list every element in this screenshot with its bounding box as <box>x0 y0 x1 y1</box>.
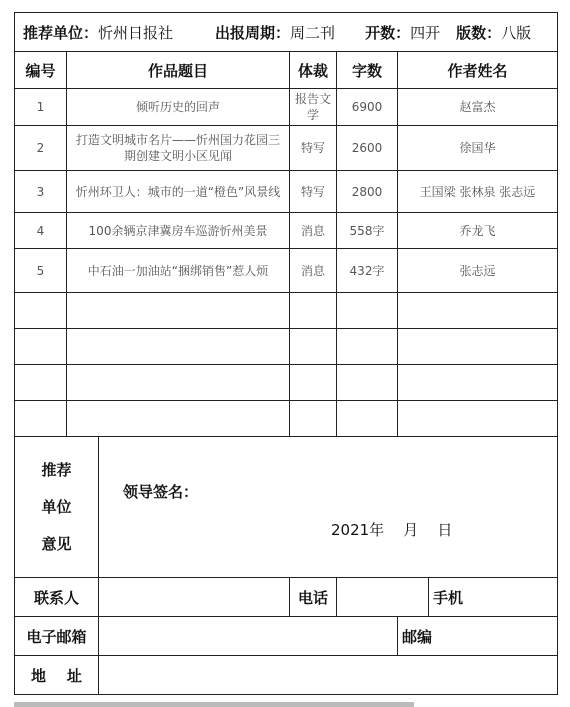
email-row <box>15 617 558 656</box>
size-value: 四开 <box>410 23 441 42</box>
opinion-row <box>15 437 558 578</box>
empty-cell[interactable] <box>398 365 558 401</box>
row-words: 432字 <box>337 249 398 293</box>
pages-value: 八版 <box>501 23 532 42</box>
row-author: 张志远 <box>398 249 558 293</box>
opinion-label <box>15 437 99 578</box>
row-genre: 消息 <box>290 249 337 293</box>
col-no: 编号 <box>15 52 67 89</box>
row-genre: 特写 <box>290 171 337 213</box>
postcode-cell <box>398 617 558 656</box>
form-table <box>14 12 558 695</box>
row-no: 5 <box>15 249 67 293</box>
leader-signature-label: 领导签名： <box>123 483 199 501</box>
col-genre: 体裁 <box>290 52 337 89</box>
size-label: 开数： <box>365 23 411 42</box>
empty-cell[interactable] <box>398 401 558 437</box>
row-no: 4 <box>15 213 67 249</box>
row-author: 赵富杰 <box>398 89 558 126</box>
row-genre: 报告文学 <box>290 89 337 126</box>
row-title: 100余辆京津冀房车巡游忻州美景 <box>67 213 290 249</box>
contact-row <box>15 578 558 617</box>
period-value: 周二刊 <box>290 23 336 42</box>
table-row <box>15 126 558 171</box>
row-words: 6900 <box>337 89 398 126</box>
row-author: 王国梁 张林泉 张志远 <box>398 171 558 213</box>
phone-field[interactable] <box>337 578 429 617</box>
empty-cell[interactable] <box>67 293 290 329</box>
recommendation-form <box>14 12 557 695</box>
row-words: 2600 <box>337 126 398 171</box>
cropped-footer-text <box>14 702 414 707</box>
empty-cell[interactable] <box>15 293 67 329</box>
empty-cell[interactable] <box>398 293 558 329</box>
table-row <box>15 213 558 249</box>
empty-cell[interactable] <box>337 401 398 437</box>
row-genre: 消息 <box>290 213 337 249</box>
empty-cell[interactable] <box>290 401 337 437</box>
col-title: 作品题目 <box>67 52 290 89</box>
opinion-label-line: 推荐 <box>41 460 72 479</box>
empty-row <box>15 293 558 329</box>
mobile-cell <box>429 578 558 617</box>
empty-cell[interactable] <box>290 293 337 329</box>
empty-cell[interactable] <box>337 329 398 365</box>
empty-cell[interactable] <box>67 401 290 437</box>
row-title: 倾听历史的回声 <box>67 89 290 126</box>
empty-row <box>15 365 558 401</box>
row-author: 乔龙飞 <box>398 213 558 249</box>
row-no: 1 <box>15 89 67 126</box>
table-row <box>15 89 558 126</box>
column-header-row <box>15 52 558 89</box>
opinion-body[interactable] <box>99 437 558 578</box>
mobile-label: 手机 <box>433 588 464 607</box>
postcode-label: 邮编 <box>402 627 433 646</box>
period-label: 出报周期： <box>215 23 291 42</box>
row-words: 2800 <box>337 171 398 213</box>
email-label: 电子邮箱 <box>15 617 99 656</box>
address-row <box>15 656 558 695</box>
sign-date: 2021年 月 日 <box>331 521 453 539</box>
opinion-label-line: 意见 <box>41 534 72 553</box>
empty-cell[interactable] <box>67 329 290 365</box>
empty-row <box>15 329 558 365</box>
address-field[interactable] <box>99 656 558 695</box>
email-field[interactable] <box>99 617 398 656</box>
col-words: 字数 <box>337 52 398 89</box>
address-label: 地 址 <box>15 656 99 695</box>
contact-person-field[interactable] <box>99 578 290 617</box>
pages-label: 版数： <box>456 23 502 42</box>
row-title: 忻州环卫人：城市的一道“橙色”风景线 <box>67 171 290 213</box>
empty-cell[interactable] <box>15 401 67 437</box>
row-genre: 特写 <box>290 126 337 171</box>
header-row <box>15 13 558 52</box>
empty-cell[interactable] <box>337 365 398 401</box>
col-author: 作者姓名 <box>398 52 558 89</box>
empty-cell[interactable] <box>398 329 558 365</box>
unit-value: 忻州日报社 <box>98 23 174 42</box>
empty-cell[interactable] <box>67 365 290 401</box>
empty-row <box>15 401 558 437</box>
row-title: 中石油一加油站“捆绑销售”惹人烦 <box>67 249 290 293</box>
row-author: 徐国华 <box>398 126 558 171</box>
contact-person-label: 联系人 <box>15 578 99 617</box>
row-no: 3 <box>15 171 67 213</box>
empty-cell[interactable] <box>337 293 398 329</box>
empty-cell[interactable] <box>15 329 67 365</box>
empty-cell[interactable] <box>290 329 337 365</box>
empty-cell[interactable] <box>15 365 67 401</box>
row-no: 2 <box>15 126 67 171</box>
header-cell <box>15 13 558 52</box>
table-row <box>15 171 558 213</box>
empty-cell[interactable] <box>290 365 337 401</box>
table-row <box>15 249 558 293</box>
unit-label: 推荐单位： <box>23 23 99 42</box>
row-title: 打造文明城市名片——忻州国力花园三期创建文明小区见闻 <box>67 126 290 171</box>
row-words: 558字 <box>337 213 398 249</box>
opinion-label-line: 单位 <box>41 497 72 516</box>
phone-label: 电话 <box>290 578 337 617</box>
